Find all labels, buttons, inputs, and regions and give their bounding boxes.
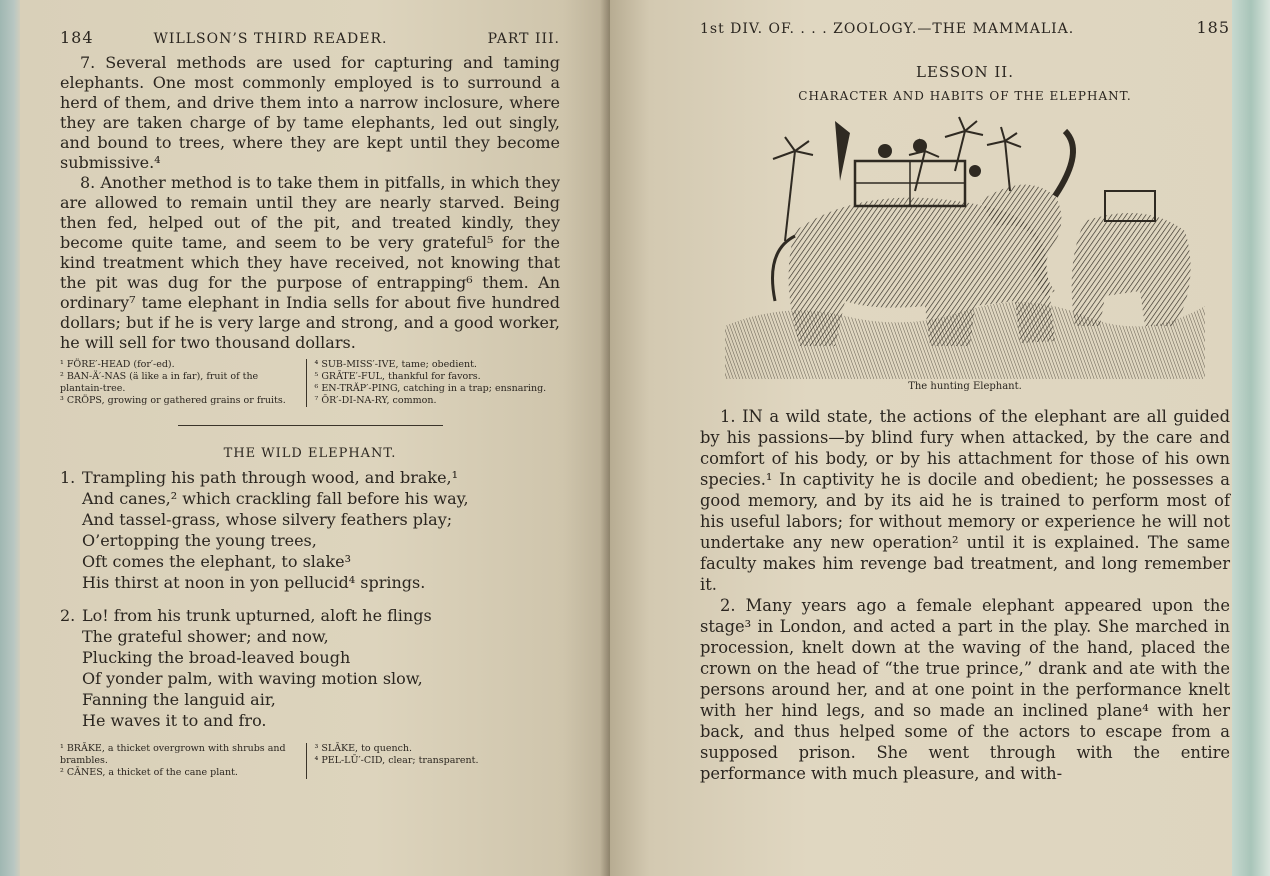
left-running-title: WILLSON’S THIRD READER. <box>153 31 388 47</box>
footnote: ¹ BRĀKE, a thicket overgrown with shrubs and brambles. <box>60 743 286 766</box>
stanza <box>60 605 560 731</box>
footnotes <box>60 359 560 407</box>
right-page-number: 185 <box>1196 18 1230 37</box>
poem-line: 2. Lo! from his trunk upturned, aloft he flings <box>60 606 432 625</box>
right-page <box>610 0 1270 876</box>
glass-paperweight <box>1232 0 1270 876</box>
lesson-title: LESSON II. <box>915 63 1014 81</box>
poem-line: O’ertopping the young trees, <box>82 531 317 550</box>
right-page-header <box>700 18 1230 37</box>
footnote: ⁵ GRĀTE′-FUL, thankful for favors. <box>314 371 481 382</box>
poem-footnotes-left-column <box>60 743 306 779</box>
poem-line: Fanning the languid air, <box>82 690 276 709</box>
poem-line: He waves it to and fro. <box>82 711 267 730</box>
left-page-header <box>60 28 560 47</box>
footnote: ³ SLĀKE, to quench. <box>314 743 413 754</box>
poem-title: THE WILD ELEPHANT. <box>223 446 397 461</box>
left-page <box>20 0 610 876</box>
footnotes-right-column <box>306 359 561 407</box>
lesson-subtitle: CHARACTER AND HABITS OF THE ELEPHANT. <box>798 89 1132 103</box>
poem-line: His thirst at noon in yon pellucid⁴ springs. <box>82 573 426 592</box>
footnote: ⁶ EN-TRĂP′-PING, catching in a trap; ensnaring. <box>314 383 547 394</box>
section-divider <box>178 425 443 426</box>
poem-line: Oft comes the elephant, to slake³ <box>82 552 352 571</box>
hunting-elephant-illustration <box>725 111 1205 379</box>
poem-footnotes-right-column <box>306 743 561 779</box>
paragraph: 8. Another method is to take them in pitfalls, in which they are allowed to remain until they are nearly starved. Being then fed, helped out of the pit, and treated kindly, they become quite tame, and seem to be very grateful⁵ for the kind treatment which they have received, not knowing that the pit was dug for the purpose of entrapping⁶ them. An ordinary⁷ tame elephant in India sells for about five hundred dollars; but if he is very large and strong, and a good worker, he will sell for two thousand dollars. <box>60 173 560 352</box>
right-body <box>700 406 1230 784</box>
poem-line: And canes,² which crackling fall before his way, <box>82 489 469 508</box>
poem-line: Plucking the broad-leaved bough <box>82 648 351 667</box>
left-part-label: PART III. <box>487 31 560 47</box>
footnote: ⁷ ŌR′-DI-NA-RY, common. <box>314 395 437 406</box>
stanza-number: 2. <box>60 606 76 625</box>
poem-footnotes <box>60 743 560 779</box>
footnote: ⁴ SUB-MISS′-IVE, tame; obedient. <box>314 359 477 370</box>
paragraph: 1. IN a wild state, the actions of the elephant are all guided by his passions—by blind fury when attacked, by the care and comfort of his body, or by his attachment for those of his own species.¹ In captivity he is docile and obedient; he possesses a good memory, and by its aid he is trained to perform most of his useful labors; for without memory or experience he will not undertake any new operation² until it is explained. The same faculty makes him revenge bad treatment, and long remember it. <box>700 407 1230 594</box>
footnote: ⁴ PEL-LŪ′-CID, clear; transparent. <box>314 755 479 766</box>
left-body <box>60 53 560 353</box>
poem-line: And tassel-grass, whose silvery feathers play; <box>82 510 453 529</box>
left-page-number: 184 <box>60 28 94 47</box>
stanza <box>60 467 560 593</box>
right-running-title: 1st DIV. OF. . . . ZOOLOGY.—THE MAMMALIA. <box>700 21 1075 37</box>
paragraph: 7. Several methods are used for capturing and taming elephants. One most commonly employed is to surround a herd of them, and drive them into a narrow inclosure, where they are taken charge of by tame elephants, led out singly, and bound to trees, where they are kept until they become submissive.⁴ <box>60 53 560 172</box>
illustration-caption: The hunting Elephant. <box>908 381 1022 392</box>
footnote: ³ CRÖPS, growing or gathered grains or fruits. <box>60 395 286 406</box>
footnote: ² BAN-Ä′-NAS (ä like a in far), fruit of the plantain-tree. <box>60 371 259 394</box>
poem-line: Of yonder palm, with waving motion slow, <box>82 669 423 688</box>
footnotes-left-column <box>60 359 306 407</box>
stanza-number: 1. <box>60 468 76 487</box>
paragraph: 2. Many years ago a female elephant appeared upon the stage³ in London, and acted a part in the play. She marched in procession, knelt down at the waving of the hand, placed the crown on the head of “the true prince,” drank and ate with the persons around her, and at one point in the performance knelt with her hind legs, and so made an inclined plane⁴ with her back, and thus helped some of the actors to escape from a supposed prison. She went through with the entire performance with much pleasure, and with- <box>700 596 1230 783</box>
footnote: ¹ FÖRE′-HEAD (for′-ed). <box>60 359 175 370</box>
poem-line: 1. Trampling his path through wood, and brake,¹ <box>60 468 459 487</box>
poem-line: The grateful shower; and now, <box>82 627 329 646</box>
footnote: ² CĀNES, a thicket of the cane plant. <box>60 767 238 778</box>
